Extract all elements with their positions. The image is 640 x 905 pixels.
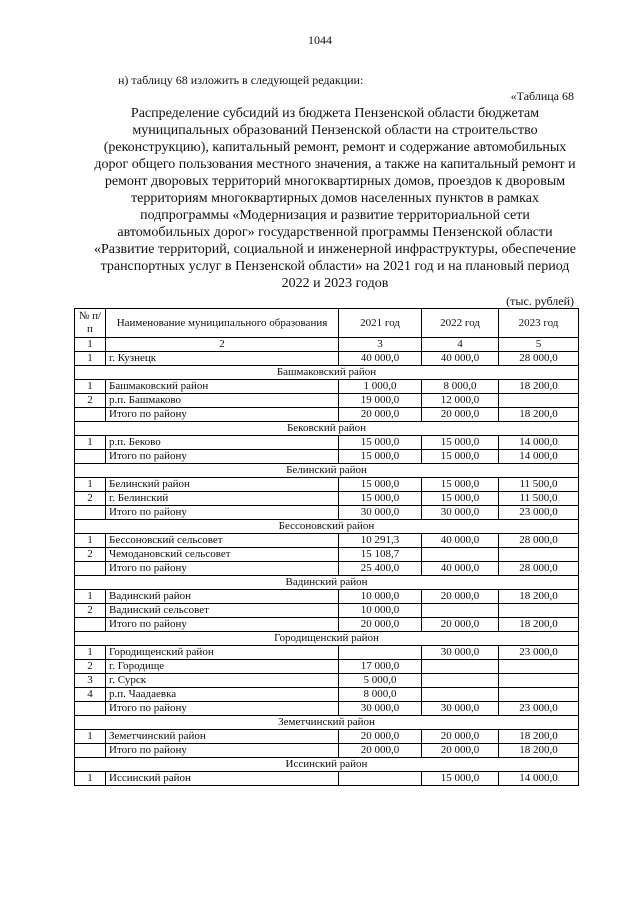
value-2022-cell [422, 688, 499, 702]
row-number-cell: 1 [75, 772, 106, 786]
column-numbers-row [75, 338, 579, 352]
municipality-name-cell: Вадинский сельсовет [106, 604, 339, 618]
value-2023-cell: 18 200,0 [499, 380, 579, 394]
municipality-name-cell: р.п. Беково [106, 436, 339, 450]
value-2022-cell: 20 000,0 [422, 618, 499, 632]
value-2021-cell: 17 000,0 [339, 660, 422, 674]
table-row [75, 590, 579, 604]
municipality-name-cell: р.п. Башмаково [106, 394, 339, 408]
table-row [75, 646, 579, 660]
value-2023-cell [499, 660, 579, 674]
value-2022-cell [422, 674, 499, 688]
value-2022-cell: 30 000,0 [422, 702, 499, 716]
value-2021-cell: 15 000,0 [339, 450, 422, 464]
value-2023-cell: 28 000,0 [499, 534, 579, 548]
table-header-row [75, 309, 579, 338]
row-number-cell: 1 [75, 478, 106, 492]
header-2022: 2022 год [422, 309, 499, 338]
row-number-cell: 2 [75, 394, 106, 408]
header-number: № п/п [75, 309, 106, 338]
row-number-cell: 2 [75, 660, 106, 674]
page-number: 1044 [308, 33, 332, 47]
section-title: Башмаковский район [75, 366, 579, 380]
table-row [75, 380, 579, 394]
value-2021-cell: 40 000,0 [339, 352, 422, 366]
value-2022-cell: 8 000,0 [422, 380, 499, 394]
value-2022-cell: 40 000,0 [422, 534, 499, 548]
subsidy-table [74, 308, 579, 786]
header-name: Наименование муниципального образования [106, 309, 339, 338]
table-row [75, 688, 579, 702]
section-header-row [75, 422, 579, 436]
value-2023-cell: 14 000,0 [499, 772, 579, 786]
value-2021-cell: 20 000,0 [339, 408, 422, 422]
section-title: Городищенский район [75, 632, 579, 646]
value-2021-cell: 20 000,0 [339, 618, 422, 632]
municipality-name-cell: Итого по району [106, 562, 339, 576]
table-row [75, 660, 579, 674]
section-title: Бессоновский район [75, 520, 579, 534]
section-title: Белинский район [75, 464, 579, 478]
municipality-name-cell: Итого по району [106, 408, 339, 422]
row-number-cell [75, 506, 106, 520]
intro-text: н) таблицу 68 изложить в следующей редакции: [118, 73, 364, 87]
value-2023-cell: 18 200,0 [499, 730, 579, 744]
row-number-cell: 1 [75, 590, 106, 604]
unit-label: (тыс. рублей) [506, 294, 574, 308]
col-number-cell: 1 [75, 338, 106, 352]
section-title: Земетчинский район [75, 716, 579, 730]
value-2021-cell: 15 000,0 [339, 492, 422, 506]
row-number-cell [75, 450, 106, 464]
value-2023-cell: 14 000,0 [499, 450, 579, 464]
municipality-name-cell: Чемодановский сельсовет [106, 548, 339, 562]
municipality-name-cell: Итого по району [106, 744, 339, 758]
row-number-cell: 1 [75, 646, 106, 660]
value-2021-cell [339, 646, 422, 660]
value-2022-cell: 15 000,0 [422, 436, 499, 450]
value-2022-cell: 20 000,0 [422, 744, 499, 758]
value-2021-cell [339, 772, 422, 786]
value-2021-cell: 20 000,0 [339, 744, 422, 758]
table-row [75, 562, 579, 576]
table-row [75, 450, 579, 464]
section-title: Вадинский район [75, 576, 579, 590]
value-2023-cell: 18 200,0 [499, 408, 579, 422]
value-2022-cell: 12 000,0 [422, 394, 499, 408]
municipality-name-cell: р.п. Чаадаевка [106, 688, 339, 702]
table-row [75, 534, 579, 548]
municipality-name-cell: Городищенский район [106, 646, 339, 660]
municipality-name-cell: г. Кузнецк [106, 352, 339, 366]
value-2023-cell: 18 200,0 [499, 618, 579, 632]
col-number-cell: 3 [339, 338, 422, 352]
table-row [75, 730, 579, 744]
table-row [75, 506, 579, 520]
row-number-cell [75, 408, 106, 422]
header-2021: 2021 год [339, 309, 422, 338]
table-row [75, 492, 579, 506]
value-2022-cell: 20 000,0 [422, 590, 499, 604]
table-row [75, 744, 579, 758]
municipality-name-cell: Башмаковский район [106, 380, 339, 394]
table-row [75, 772, 579, 786]
row-number-cell: 1 [75, 534, 106, 548]
value-2023-cell: 18 200,0 [499, 744, 579, 758]
col-number-cell: 4 [422, 338, 499, 352]
document-title: Распределение субсидий из бюджета Пензенской области бюджетам муниципальных образований Пензенской области на строительство (реконструкцию), капитальный ремонт, ремонт и содержание автомобильных дорог общего пользования местного значения, а также на капитальный ремонт и ремонт дворовых территорий многоквартирных домов, проездов к дворовым территориям многоквартирных домов населенных пунктов в рамках подпрограммы «Модернизация и развитие территориальной сети автомобильных дорог» государственной программы Пензенской области «Развитие территорий, социальной и инженерной инфраструктуры, обеспечение транспортных услуг в Пензенской области» на 2021 год и на плановый период 2022 и 2023 годов [93, 106, 577, 291]
value-2021-cell: 1 000,0 [339, 380, 422, 394]
table-row [75, 548, 579, 562]
value-2023-cell: 23 000,0 [499, 646, 579, 660]
municipality-name-cell: Итого по району [106, 618, 339, 632]
row-number-cell: 1 [75, 380, 106, 394]
value-2021-cell: 5 000,0 [339, 674, 422, 688]
table-row [75, 604, 579, 618]
value-2023-cell: 28 000,0 [499, 562, 579, 576]
table-row [75, 618, 579, 632]
value-2023-cell: 23 000,0 [499, 702, 579, 716]
row-number-cell: 1 [75, 730, 106, 744]
row-number-cell: 2 [75, 604, 106, 618]
table-row [75, 674, 579, 688]
value-2021-cell: 30 000,0 [339, 506, 422, 520]
value-2022-cell [422, 660, 499, 674]
table-row [75, 394, 579, 408]
row-number-cell: 4 [75, 688, 106, 702]
table-row [75, 478, 579, 492]
value-2021-cell: 15 000,0 [339, 478, 422, 492]
value-2021-cell: 10 291,3 [339, 534, 422, 548]
value-2022-cell [422, 604, 499, 618]
table-row [75, 436, 579, 450]
value-2023-cell: 14 000,0 [499, 436, 579, 450]
table-label: «Таблица 68 [510, 89, 574, 103]
section-header-row [75, 464, 579, 478]
municipality-name-cell: Земетчинский район [106, 730, 339, 744]
table-row [75, 702, 579, 716]
row-number-cell: 2 [75, 548, 106, 562]
value-2021-cell: 20 000,0 [339, 730, 422, 744]
value-2023-cell: 11 500,0 [499, 492, 579, 506]
col-number-cell: 2 [106, 338, 339, 352]
section-header-row [75, 716, 579, 730]
municipality-name-cell: Бессоновский сельсовет [106, 534, 339, 548]
value-2021-cell: 10 000,0 [339, 604, 422, 618]
table-body [75, 352, 579, 786]
section-header-row [75, 576, 579, 590]
row-number-cell [75, 562, 106, 576]
municipality-name-cell: г. Городище [106, 660, 339, 674]
value-2021-cell: 15 000,0 [339, 436, 422, 450]
col-number-cell: 5 [499, 338, 579, 352]
section-header-row [75, 758, 579, 772]
table-row [75, 408, 579, 422]
municipality-name-cell: Вадинский район [106, 590, 339, 604]
municipality-name-cell: Иссинский район [106, 772, 339, 786]
value-2022-cell: 15 000,0 [422, 450, 499, 464]
value-2023-cell: 23 000,0 [499, 506, 579, 520]
section-header-row [75, 366, 579, 380]
value-2022-cell: 20 000,0 [422, 408, 499, 422]
value-2023-cell: 28 000,0 [499, 352, 579, 366]
value-2023-cell: 11 500,0 [499, 478, 579, 492]
value-2021-cell: 10 000,0 [339, 590, 422, 604]
value-2022-cell: 30 000,0 [422, 506, 499, 520]
municipality-name-cell: Итого по району [106, 702, 339, 716]
section-header-row [75, 632, 579, 646]
section-title: Иссинский район [75, 758, 579, 772]
value-2023-cell [499, 604, 579, 618]
value-2021-cell: 25 400,0 [339, 562, 422, 576]
municipality-name-cell: Итого по району [106, 506, 339, 520]
header-2023: 2023 год [499, 309, 579, 338]
section-header-row [75, 520, 579, 534]
value-2022-cell: 15 000,0 [422, 772, 499, 786]
row-number-cell [75, 702, 106, 716]
value-2022-cell: 20 000,0 [422, 730, 499, 744]
value-2022-cell: 30 000,0 [422, 646, 499, 660]
value-2023-cell [499, 394, 579, 408]
value-2022-cell: 40 000,0 [422, 562, 499, 576]
value-2023-cell [499, 674, 579, 688]
value-2023-cell [499, 688, 579, 702]
municipality-name-cell: г. Белинский [106, 492, 339, 506]
section-title: Бековский район [75, 422, 579, 436]
row-number-cell: 1 [75, 352, 106, 366]
value-2022-cell: 15 000,0 [422, 478, 499, 492]
value-2023-cell [499, 548, 579, 562]
value-2021-cell: 15 108,7 [339, 548, 422, 562]
row-number-cell: 3 [75, 674, 106, 688]
municipality-name-cell: Итого по району [106, 450, 339, 464]
municipality-name-cell: Белинский район [106, 478, 339, 492]
table-row [75, 352, 579, 366]
value-2021-cell: 19 000,0 [339, 394, 422, 408]
municipality-name-cell: г. Сурск [106, 674, 339, 688]
row-number-cell: 2 [75, 492, 106, 506]
value-2022-cell: 15 000,0 [422, 492, 499, 506]
row-number-cell [75, 618, 106, 632]
value-2022-cell: 40 000,0 [422, 352, 499, 366]
value-2021-cell: 8 000,0 [339, 688, 422, 702]
value-2021-cell: 30 000,0 [339, 702, 422, 716]
row-number-cell: 1 [75, 436, 106, 450]
value-2023-cell: 18 200,0 [499, 590, 579, 604]
row-number-cell [75, 744, 106, 758]
value-2022-cell [422, 548, 499, 562]
